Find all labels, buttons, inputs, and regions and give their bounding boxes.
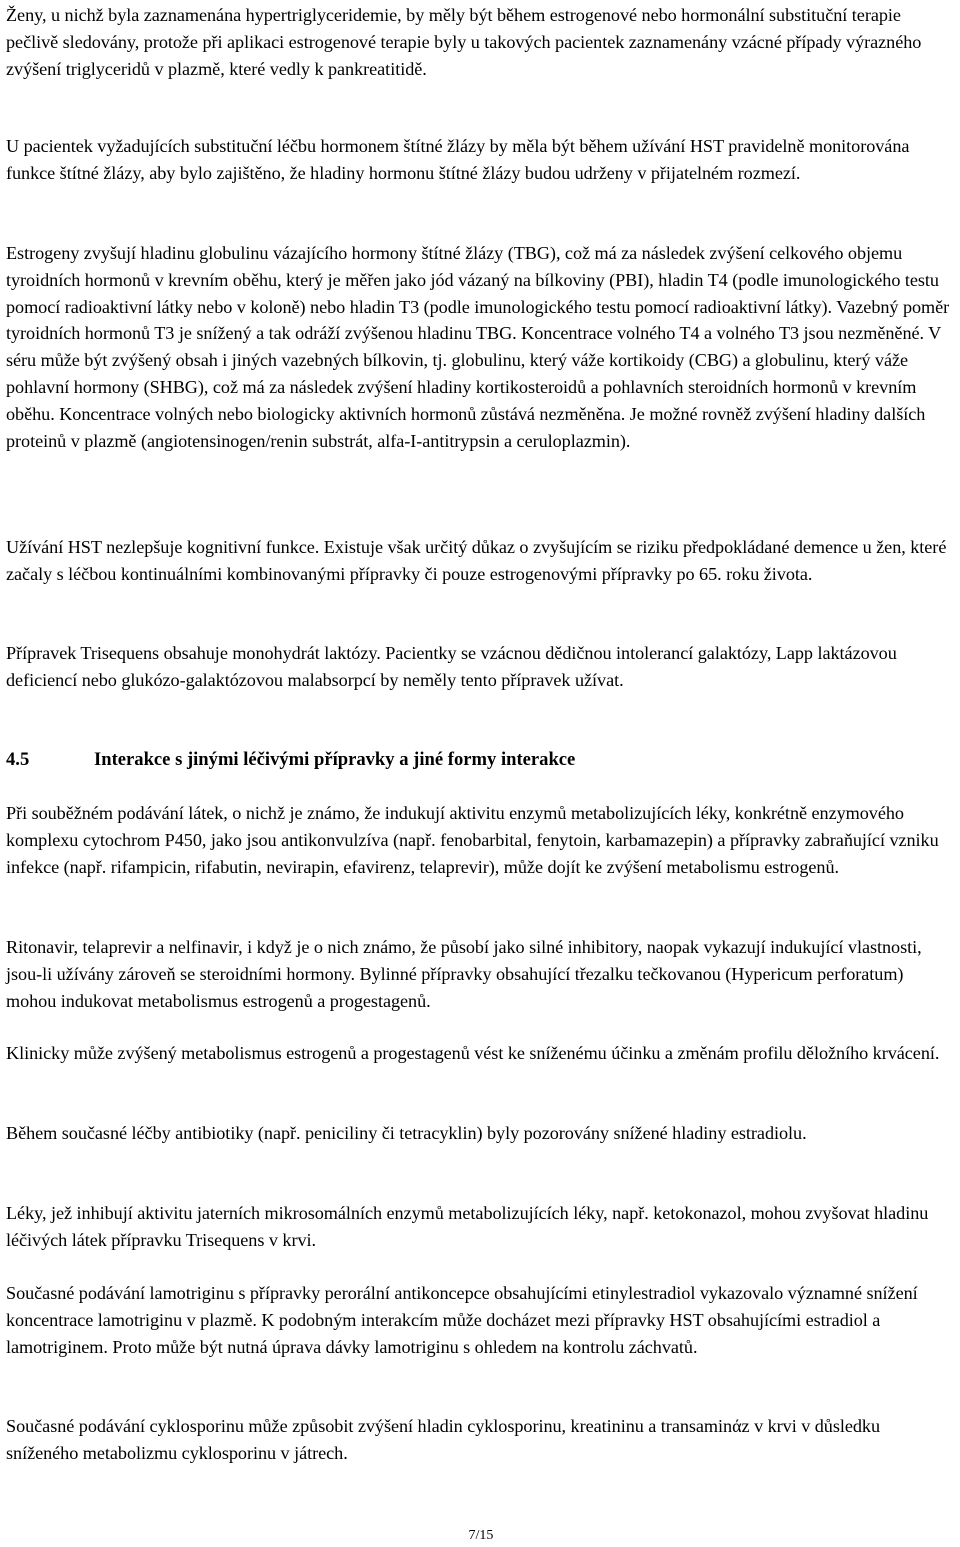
paragraph-enzyme-inducers: Při souběžném podávání látek, o nichž je známo, že indukují aktivitu enzymů metabolizujících léky, konkrétně enzymového komplexu cytochrom P450, jako jsou antikonvulzíva (např. fenobarbital, fenytoin, karbamazepin) a přípravky zabraňující vzniku infekce (např. rifampicin, rifabutin, nevirapin, efavirenz, telaprevir), může dojít ke zvýšení metabolismu estrogenů. bbox=[6, 803, 939, 877]
paragraph-clinical-metabolism: Klinicky může zvýšený metabolismus estrogenů a progestagenů vést ke sníženému účinku a změnám profilu děložního krvácení. bbox=[6, 1043, 940, 1063]
section-title: Interakce s jinými léčivými přípravky a jiné formy interakce bbox=[94, 749, 576, 770]
paragraph-cyclosporine: Současné podávání cyklosporinu může způsobit zvýšení hladin cyklosporinu, kreatininu a transaminάz v krvi v důsledku sníženého metabolizmu cyklosporinu v játrech. bbox=[6, 1416, 881, 1463]
section-number: 4.5 bbox=[6, 749, 30, 770]
paragraph-hypertriglyceridemia: Ženy, u nichž byla zaznamenána hypertriglyceridemie, by měly být během estrogenové nebo hormonální substituční terapie pečlivě sledovány, protože při aplikaci estrogenové terapie byly u takových pacientek zaznamenány vzácné případy výrazného zvýšení triglyceridů v plazmě, které vedly k pankreatitidě. bbox=[6, 5, 922, 79]
page-number: 7/15 bbox=[468, 1528, 494, 1543]
paragraph-thyroid-monitoring: U pacientek vyžadujících substituční léčbu hormonem štítné žlázy by měla být během užívání HST pravidelně monitorována funkce štítné žlázy, aby bylo zajištěno, že hladiny hormonu štítné žlázy budou udrženy v přijatelném rozmezí. bbox=[6, 136, 910, 183]
paragraph-antibiotics: Během současné léčby antibiotiky (např. peniciliny či tetracyklin) byly pozorovány snížené hladiny estradiolu. bbox=[6, 1123, 807, 1143]
paragraph-estrogen-tbg: Estrogeny zvyšují hladinu globulinu vázajícího hormony štítné žlázy (TBG), což má za následek zvýšení celkového objemu tyroidních hormonů v krevním oběhu, který je měřen jako jód vázaný na bílkoviny (PBI), hladin T4 (podle imunologického testu pomocí radioaktivní látky nebo v koloně) nebo hladin T3 (podle imunologického testu pomocí radioaktivní látky). Vazebný poměr tyroidních hormonů T3 je snížený a tak odráží zvýšenou hladinu TBG. Koncentrace volného T4 a volného T3 jsou nezměněné. V séru může být zvýšený obsah i jiných vazebných bílkovin, tj. globulinu, který váže kortikoidy (CBG) a globulinu, který váže pohlavní hormony (SHBG), což má za následek zvýšení hladiny kortikosteroidů a pohlavních steroidních hormonů v krevním oběhu. Koncentrace volných nebo biologicky aktivních hormonů zůstává nezměněna. Je možné rovněž zvýšení hladiny dalších proteinů v plazmě (angiotensinogen/renin substrát, alfa-I-antitrypsin a ceruloplazmin). bbox=[6, 243, 950, 451]
paragraph-enzyme-inhibitors: Léky, jež inhibují aktivitu jaterních mikrosomálních enzymů metabolizujících léky, např. ketokonazol, mohou zvyšovat hladinu léčivých látek přípravku Trisequens v krvi. bbox=[6, 1203, 929, 1250]
paragraph-lactose: Přípravek Trisequens obsahuje monohydrát laktózy. Pacientky se vzácnou dědičnou intolerancí galaktózy, Lapp laktázovou deficiencí nebo glukózo-galaktózovou malabsorpcí by neměly tento přípravek užívat. bbox=[6, 643, 897, 690]
paragraph-ritonavir: Ritonavir, telaprevir a nelfinavir, i když je o nich známo, že působí jako silné inhibitory, naopak vykazují indukující vlastnosti, jsou-li užívány zároveň se steroidními hormony. Bylinné přípravky obsahující třezalku tečkovanou (Hypericum perforatum) mohou indukovat metabolismus estrogenů a progestagenů. bbox=[6, 937, 922, 1011]
paragraph-lamotrigine: Současné podávání lamotriginu s přípravky perorální antikoncepce obsahujícími etinylestradiol vykazovalo významné snížení koncentrace lamotriginu v plazmě. K podobným interakcím může docházet mezi přípravky HST obsahujícími estradiol a lamotriginem. Proto může být nutná úprava dávky lamotriginu s ohledem na kontrolu záchvatů. bbox=[6, 1283, 918, 1357]
section-heading bbox=[6, 747, 575, 773]
paragraph-cognitive-function: Užívání HST nezlepšuje kognitivní funkce. Existuje však určitý důkaz o zvyšujícím se riziku předpokládané demence u žen, které začaly s léčbou kontinuálními kombinovanými přípravky či pouze estrogenovými přípravky po 65. roku života. bbox=[6, 537, 947, 584]
